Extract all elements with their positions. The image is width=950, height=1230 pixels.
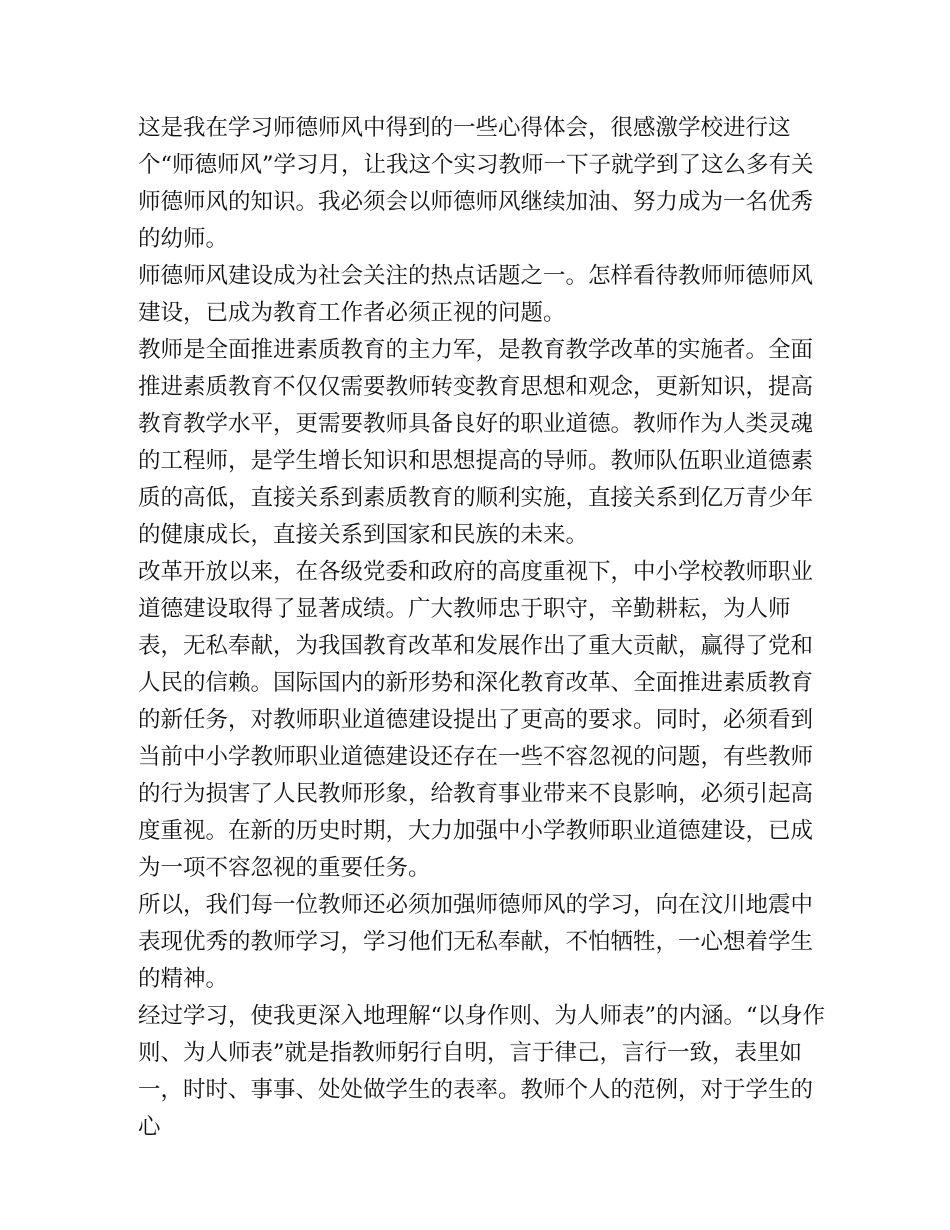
paragraph-6: 经过学习，使我更深入地理解“以身作则、为人师表”的内涵。“以身作则、为人师表”就是指教师躬行自明，言于律己，言行一致，表里如一，时时、事事、处处做学生的表率。教师个人的范例，对于学生的心 xyxy=(138,1003,826,1140)
paragraph-5: 所以，我们每一位教师还必须加强师德师风的学习，向在汶川地震中表现优秀的教师学习，学习他们无私奉献，不怕牺牲，一心想着学生的精神。 xyxy=(138,892,814,992)
document-body xyxy=(138,110,828,1146)
paragraph-4: 改革开放以来，在各级党委和政府的高度重视下，中小学校教师职业道德建设取得了显著成绩。广大教师忠于职守，辛勤耕耘，为人师表，无私奉献，为我国教育改革和发展作出了重大贡献，赢得了党和人民的信赖。国际国内的新形势和深化教育改革、全面推进素质教育的新任务，对教师职业道德建设提出了更高的要求。同时，必须看到当前中小学教师职业道德建设还存在一些不容忽视的问题，有些教师的行为损害了人民教师形象，给教育事业带来不良影响，必须引起高度重视。在新的历史时期，大力加强中小学教师职业道德建设，已成为一项不容忽视的重要任务。 xyxy=(138,559,814,881)
paragraph-2: 师德师风建设成为社会关注的热点话题之一。怎样看待教师师德师风建设，已成为教育工作者必须正视的问题。 xyxy=(138,263,814,326)
paragraph-1: 这是我在学习师德师风中得到的一些心得体会，很感激学校进行这个“师德师风”学习月，让我这个实习教师一下子就学到了这么多有关师德师风的知识。我必须会以师德师风继续加油、努力成为一名优秀的幼师。 xyxy=(138,115,814,252)
paragraph-3: 教师是全面推进素质教育的主力军，是教育教学改革的实施者。全面推进素质教育不仅仅需要教师转变教育思想和观念，更新知识，提高教育教学水平，更需要教师具备良好的职业道德。教师作为人类灵魂的工程师，是学生增长知识和思想提高的导师。教师队伍职业道德素质的高低，直接关系到素质教育的顺利实施，直接关系到亿万青少年的健康成长，直接关系到国家和民族的未来。 xyxy=(138,337,814,548)
